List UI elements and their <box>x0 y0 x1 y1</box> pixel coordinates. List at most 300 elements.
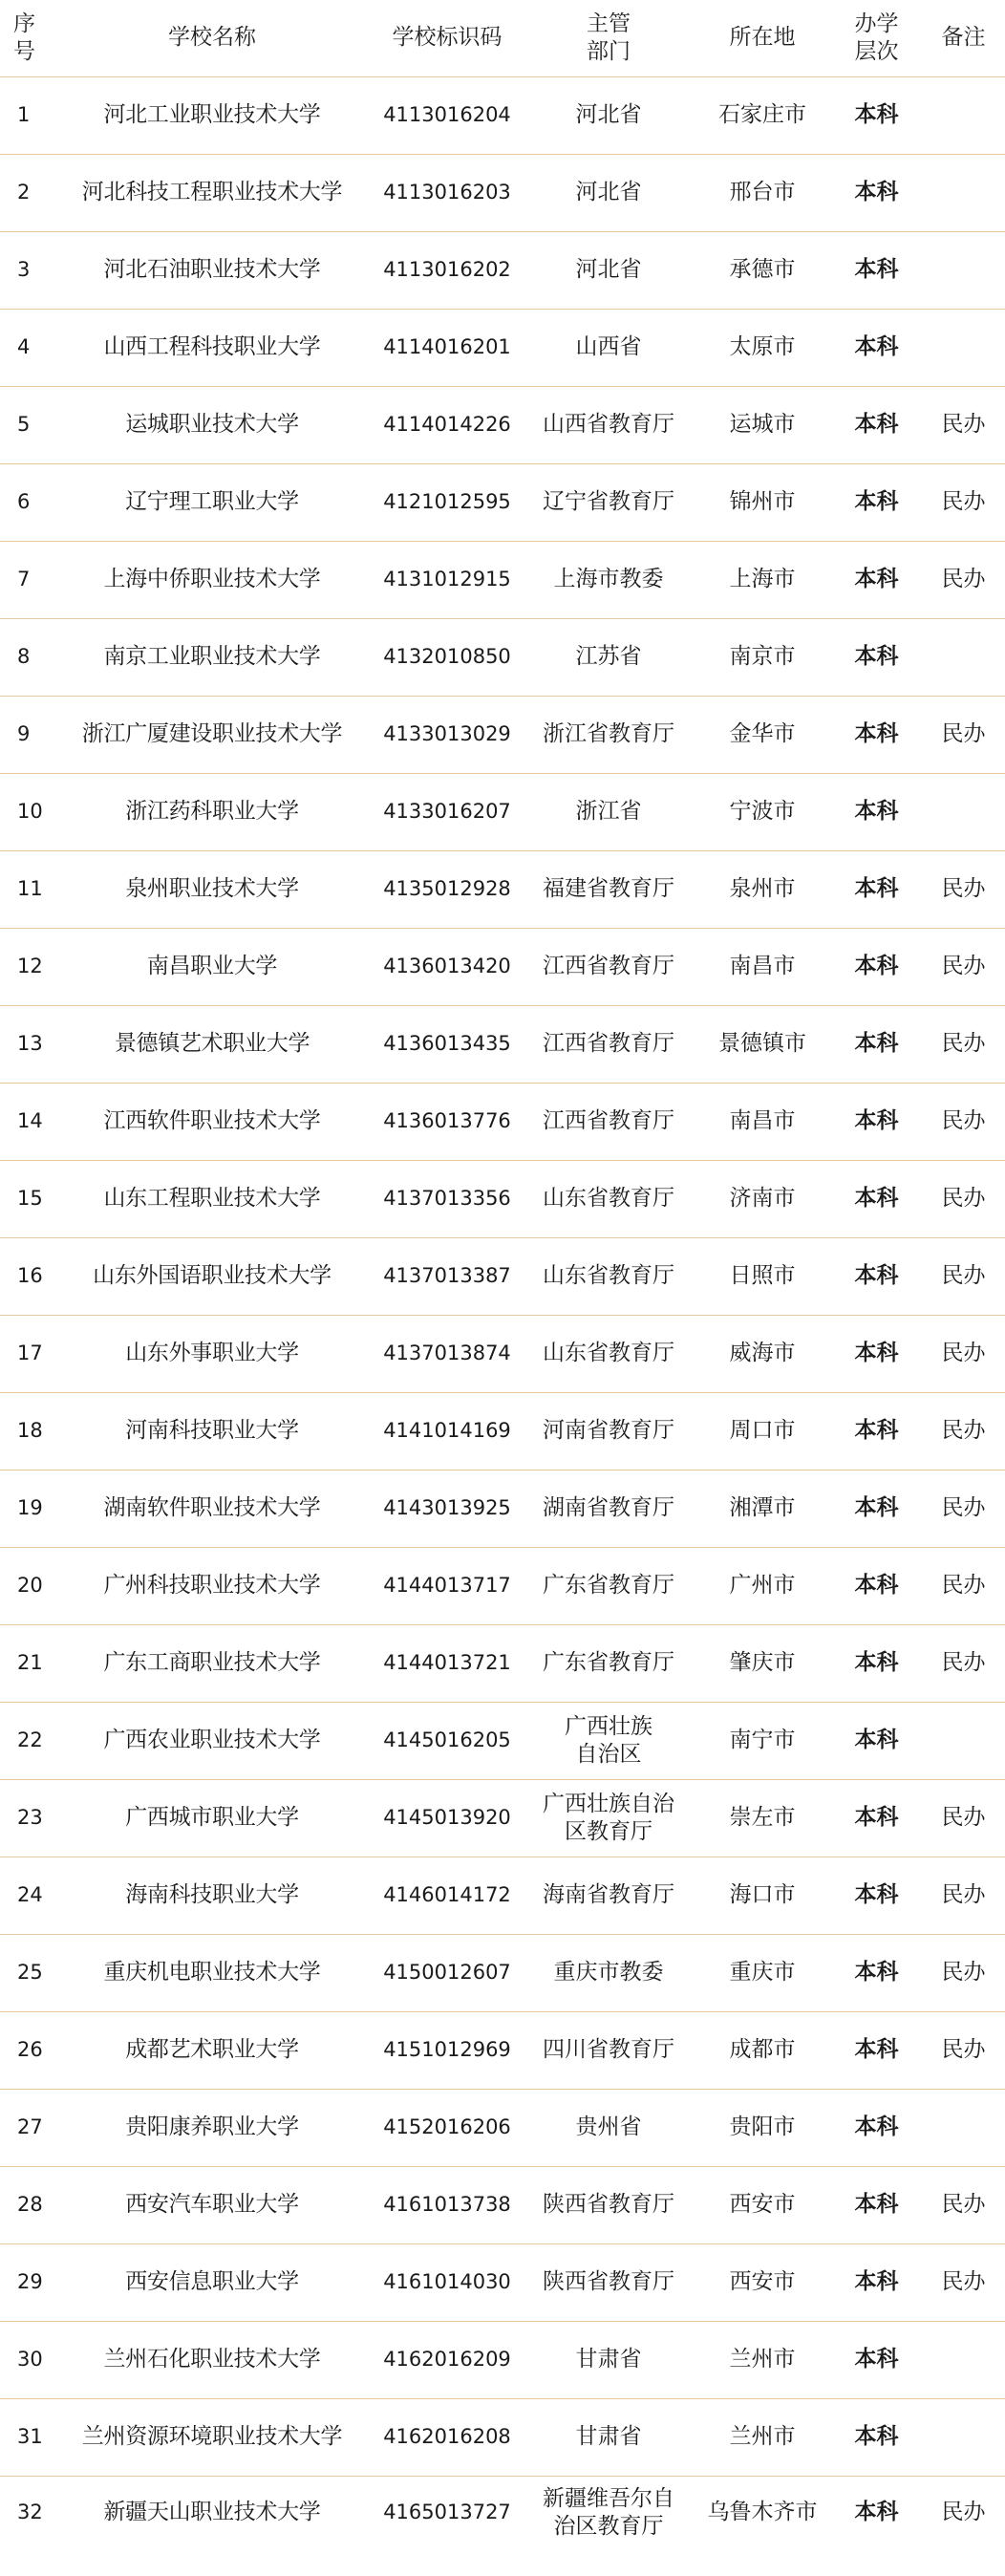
cell-index <box>0 1779 53 1857</box>
cell-department-text: 山东省教育厅 <box>543 1186 674 1211</box>
cell-school-code <box>371 1470 524 1547</box>
cell-index-text: 21 <box>17 1651 43 1674</box>
cell-level <box>831 2321 922 2398</box>
cell-index <box>0 2321 53 2398</box>
cell-school-name-text: 广西农业职业技术大学 <box>103 1728 321 1752</box>
cell-school-code-text: 4132010850 <box>383 645 511 668</box>
cell-note <box>922 1005 1005 1083</box>
cell-department <box>524 2398 694 2476</box>
cell-location <box>694 1547 831 1624</box>
cell-level <box>831 1083 922 1160</box>
cell-school-name <box>53 1005 371 1083</box>
cell-index-text: 24 <box>17 1883 43 1906</box>
cell-school-name-text: 浙江广厦建设职业技术大学 <box>81 721 343 746</box>
cell-school-name-text: 河北工业职业技术大学 <box>103 102 321 127</box>
cell-index-text: 27 <box>17 2115 43 2138</box>
cell-department-text: 四川省教育厅 <box>543 2037 674 2062</box>
table-row <box>0 850 1005 928</box>
cell-index-text: 6 <box>17 490 31 513</box>
cell-index-text: 9 <box>17 722 31 745</box>
cell-index <box>0 309 53 386</box>
cell-school-name <box>53 1934 371 2011</box>
cell-level <box>831 2089 922 2166</box>
cell-level-text: 本科 <box>854 1108 899 1133</box>
cell-department <box>524 463 694 541</box>
cell-department-text: 浙江省教育厅 <box>543 721 674 746</box>
cell-index-text: 4 <box>17 335 31 358</box>
cell-note-text: 民办 <box>941 1495 986 1520</box>
cell-school-name <box>53 618 371 696</box>
header-department <box>524 0 694 76</box>
cell-department <box>524 76 694 154</box>
cell-department-text: 河北省 <box>575 180 642 204</box>
cell-department-text: 福建省教育厅 <box>543 876 674 901</box>
cell-school-code-text: 4162016209 <box>383 2348 511 2371</box>
table-row <box>0 1005 1005 1083</box>
cell-level-text: 本科 <box>854 1186 899 1211</box>
cell-level <box>831 1624 922 1702</box>
cell-school-code-text: 4143013925 <box>383 1496 511 1519</box>
cell-index-text: 3 <box>17 258 31 281</box>
cell-location <box>694 1624 831 1702</box>
cell-school-name <box>53 773 371 850</box>
cell-department <box>524 1083 694 1160</box>
cell-location <box>694 2089 831 2166</box>
cell-school-code-text: 4131012915 <box>383 568 511 590</box>
cell-school-code <box>371 1624 524 1702</box>
table-row <box>0 2089 1005 2166</box>
cell-department <box>524 386 694 463</box>
cell-school-name <box>53 154 371 231</box>
cell-school-code-text: 4137013874 <box>383 1342 511 1364</box>
cell-level <box>831 1005 922 1083</box>
cell-note-text: 民办 <box>941 1108 986 1133</box>
table-row <box>0 1160 1005 1237</box>
cell-index-text: 32 <box>17 2501 43 2524</box>
cell-school-code <box>371 541 524 618</box>
cell-index-text: 29 <box>17 2270 43 2293</box>
cell-level-text: 本科 <box>854 2269 899 2294</box>
cell-note-text: 民办 <box>941 721 986 746</box>
cell-note <box>922 928 1005 1005</box>
cell-department-text: 河南省教育厅 <box>543 1418 674 1443</box>
cell-level-text: 本科 <box>854 567 899 591</box>
cell-level-text: 本科 <box>854 1728 899 1752</box>
cell-index-text: 17 <box>17 1342 43 1364</box>
cell-school-name <box>53 850 371 928</box>
cell-location-text: 金华市 <box>729 721 796 746</box>
cell-school-name <box>53 2089 371 2166</box>
cell-department <box>524 2089 694 2166</box>
cell-school-code <box>371 1779 524 1857</box>
cell-school-name <box>53 231 371 309</box>
cell-index-text: 30 <box>17 2348 43 2371</box>
cell-level <box>831 773 922 850</box>
cell-school-code-text: 4113016202 <box>383 258 511 281</box>
cell-location <box>694 2243 831 2321</box>
cell-location-text: 运城市 <box>729 412 796 437</box>
cell-location <box>694 850 831 928</box>
cell-department <box>524 154 694 231</box>
cell-school-code <box>371 850 524 928</box>
cell-note <box>922 1702 1005 1779</box>
cell-location-text: 承德市 <box>729 257 796 282</box>
cell-note <box>922 1857 1005 1934</box>
cell-school-name <box>53 386 371 463</box>
cell-school-name-text: 海南科技职业大学 <box>125 1882 299 1907</box>
header-level <box>831 0 922 76</box>
cell-level <box>831 463 922 541</box>
cell-index <box>0 1470 53 1547</box>
cell-index <box>0 850 53 928</box>
cell-note <box>922 1237 1005 1315</box>
header-school-name-label: 学校名称 <box>168 25 256 51</box>
cell-school-code <box>371 231 524 309</box>
cell-index <box>0 1237 53 1315</box>
cell-location <box>694 2011 831 2089</box>
cell-index-text: 5 <box>17 413 31 436</box>
cell-school-code-text: 4150012607 <box>383 1961 511 1984</box>
cell-level-text: 本科 <box>854 1960 899 1985</box>
cell-location <box>694 1934 831 2011</box>
cell-note <box>922 1470 1005 1547</box>
cell-note-text: 民办 <box>941 1805 986 1830</box>
cell-level <box>831 154 922 231</box>
cell-note-text: 民办 <box>941 2192 986 2217</box>
cell-level-text: 本科 <box>854 1418 899 1443</box>
cell-school-code-text: 4114016201 <box>383 335 511 358</box>
table-row <box>0 928 1005 1005</box>
cell-note <box>922 2321 1005 2398</box>
cell-department-text: 湖南省教育厅 <box>543 1495 674 1520</box>
cell-department-text: 重庆市教委 <box>553 1960 664 1985</box>
cell-school-code-text: 4141014169 <box>383 1419 511 1442</box>
cell-note <box>922 463 1005 541</box>
cell-location-text: 西安市 <box>729 2269 796 2294</box>
table-row <box>0 2476 1005 2549</box>
cell-department-text: 上海市教委 <box>553 567 664 591</box>
cell-level-text: 本科 <box>854 334 899 359</box>
cell-school-name <box>53 1470 371 1547</box>
cell-note-text: 民办 <box>941 1186 986 1211</box>
table-row <box>0 1702 1005 1779</box>
cell-school-name-text: 河南科技职业大学 <box>125 1418 299 1443</box>
header-school-code <box>371 0 524 76</box>
cell-index <box>0 2166 53 2243</box>
cell-school-code-text: 4144013717 <box>383 1574 511 1597</box>
cell-school-code <box>371 1934 524 2011</box>
cell-level <box>831 1237 922 1315</box>
cell-level <box>831 231 922 309</box>
cell-school-code <box>371 2166 524 2243</box>
cell-school-code <box>371 1237 524 1315</box>
cell-school-name <box>53 1702 371 1779</box>
cell-location-text: 重庆市 <box>729 1960 796 1985</box>
cell-department <box>524 231 694 309</box>
cell-level <box>831 696 922 773</box>
cell-department <box>524 773 694 850</box>
cell-school-code <box>371 154 524 231</box>
cell-department-text: 新疆维吾尔自 治区教育厅 <box>543 2485 674 2539</box>
cell-school-name-text: 上海中侨职业技术大学 <box>103 567 321 591</box>
cell-department-text: 广东省教育厅 <box>543 1573 674 1598</box>
cell-school-name-text: 运城职业技术大学 <box>125 412 299 437</box>
cell-school-code <box>371 618 524 696</box>
cell-location-text: 兰州市 <box>729 2424 796 2449</box>
cell-level-text: 本科 <box>854 644 899 669</box>
cell-location-text: 南昌市 <box>729 1108 796 1133</box>
cell-school-code-text: 4165013727 <box>383 2501 511 2524</box>
cell-level <box>831 2398 922 2476</box>
cell-level <box>831 1470 922 1547</box>
cell-note <box>922 541 1005 618</box>
cell-level-text: 本科 <box>854 954 899 978</box>
cell-school-code <box>371 1857 524 1934</box>
cell-note <box>922 1624 1005 1702</box>
cell-level-text: 本科 <box>854 1573 899 1598</box>
cell-school-code-text: 4137013387 <box>383 1264 511 1287</box>
cell-index-text: 15 <box>17 1187 43 1210</box>
cell-school-name <box>53 1160 371 1237</box>
cell-location <box>694 1779 831 1857</box>
cell-department <box>524 618 694 696</box>
cell-department <box>524 309 694 386</box>
cell-location-text: 济南市 <box>729 1186 796 1211</box>
cell-location-text: 兰州市 <box>729 2347 796 2372</box>
cell-school-code <box>371 2476 524 2549</box>
cell-location <box>694 1702 831 1779</box>
header-note <box>922 0 1005 76</box>
cell-school-name-text: 广东工商职业技术大学 <box>103 1650 321 1675</box>
cell-index-text: 1 <box>17 103 31 126</box>
cell-note <box>922 696 1005 773</box>
cell-department-text: 河北省 <box>575 257 642 282</box>
cell-location <box>694 541 831 618</box>
cell-location <box>694 928 831 1005</box>
table-row <box>0 1934 1005 2011</box>
cell-school-code-text: 4161014030 <box>383 2270 511 2293</box>
cell-department-text: 江西省教育厅 <box>543 1108 674 1133</box>
header-index-label: 序 号 <box>13 11 35 64</box>
cell-school-code-text: 4145016205 <box>383 1728 511 1751</box>
cell-level-text: 本科 <box>854 1031 899 1056</box>
cell-school-name <box>53 76 371 154</box>
table-row <box>0 2321 1005 2398</box>
cell-department <box>524 1624 694 1702</box>
cell-location <box>694 386 831 463</box>
cell-department <box>524 850 694 928</box>
cell-department-text: 山西省教育厅 <box>543 412 674 437</box>
cell-school-name <box>53 2243 371 2321</box>
cell-location-text: 湘潭市 <box>729 1495 796 1520</box>
cell-level <box>831 309 922 386</box>
cell-note <box>922 618 1005 696</box>
cell-school-code-text: 4145013920 <box>383 1806 511 1829</box>
cell-school-name-text: 山东工程职业技术大学 <box>103 1186 321 1211</box>
cell-location-text: 威海市 <box>729 1341 796 1365</box>
table-row <box>0 231 1005 309</box>
cell-school-name <box>53 1392 371 1470</box>
cell-department <box>524 696 694 773</box>
cell-department-text: 广东省教育厅 <box>543 1650 674 1675</box>
cell-school-code-text: 4152016206 <box>383 2115 511 2138</box>
cell-school-code-text: 4121012595 <box>383 490 511 513</box>
cell-index <box>0 2011 53 2089</box>
cell-level <box>831 76 922 154</box>
cell-school-name-text: 山东外事职业大学 <box>125 1341 299 1365</box>
cell-level-text: 本科 <box>854 1882 899 1907</box>
cell-school-name <box>53 1779 371 1857</box>
cell-index-text: 18 <box>17 1419 43 1442</box>
cell-department-text: 山东省教育厅 <box>543 1341 674 1365</box>
cell-index-text: 14 <box>17 1109 43 1132</box>
cell-level-text: 本科 <box>854 2114 899 2139</box>
cell-location-text: 贵阳市 <box>729 2114 796 2139</box>
cell-location <box>694 231 831 309</box>
cell-department-text: 广西壮族自治 区教育厅 <box>543 1791 674 1844</box>
cell-school-code <box>371 1392 524 1470</box>
cell-school-code <box>371 773 524 850</box>
cell-school-code-text: 4137013356 <box>383 1187 511 1210</box>
header-level-label: 办学 层次 <box>854 11 899 64</box>
cell-school-code <box>371 76 524 154</box>
cell-index <box>0 1315 53 1392</box>
cell-note <box>922 1315 1005 1392</box>
cell-school-code-text: 4133016207 <box>383 800 511 823</box>
cell-index-text: 2 <box>17 181 31 204</box>
cell-location <box>694 2476 831 2549</box>
cell-index-text: 26 <box>17 2038 43 2061</box>
cell-note-text: 民办 <box>941 412 986 437</box>
cell-note <box>922 1779 1005 1857</box>
cell-note-text: 民办 <box>941 1341 986 1365</box>
cell-department <box>524 1392 694 1470</box>
cell-location-text: 海口市 <box>729 1882 796 1907</box>
table-row <box>0 1547 1005 1624</box>
cell-level-text: 本科 <box>854 1263 899 1288</box>
cell-level <box>831 928 922 1005</box>
cell-department-text: 浙江省 <box>575 799 642 824</box>
table-row <box>0 1470 1005 1547</box>
cell-department-text: 山东省教育厅 <box>543 1263 674 1288</box>
cell-note <box>922 1934 1005 2011</box>
table-header-row <box>0 0 1005 76</box>
cell-note <box>922 76 1005 154</box>
table-row <box>0 463 1005 541</box>
cell-school-code <box>371 1005 524 1083</box>
header-school-name <box>53 0 371 76</box>
cell-location-text: 西安市 <box>729 2192 796 2217</box>
cell-level-text: 本科 <box>854 1650 899 1675</box>
cell-department <box>524 1005 694 1083</box>
cell-level <box>831 2243 922 2321</box>
cell-index-text: 8 <box>17 645 31 668</box>
cell-note <box>922 309 1005 386</box>
cell-note-text: 民办 <box>941 954 986 978</box>
cell-note <box>922 231 1005 309</box>
cell-index <box>0 773 53 850</box>
cell-location <box>694 696 831 773</box>
cell-department-text: 辽宁省教育厅 <box>543 489 674 514</box>
cell-school-code-text: 4114014226 <box>383 413 511 436</box>
cell-index <box>0 928 53 1005</box>
cell-location <box>694 76 831 154</box>
cell-school-name <box>53 541 371 618</box>
cell-note <box>922 2398 1005 2476</box>
cell-school-code <box>371 309 524 386</box>
cell-index <box>0 1005 53 1083</box>
cell-department-text: 广西壮族 自治区 <box>565 1713 652 1767</box>
cell-school-name <box>53 1857 371 1934</box>
cell-note <box>922 154 1005 231</box>
cell-location-text: 日照市 <box>729 1263 796 1288</box>
cell-location <box>694 1392 831 1470</box>
cell-school-name-text: 江西软件职业技术大学 <box>103 1108 321 1133</box>
table-row <box>0 76 1005 154</box>
cell-note <box>922 2243 1005 2321</box>
table-row <box>0 1392 1005 1470</box>
table-row <box>0 1624 1005 1702</box>
header-school-code-label: 学校标识码 <box>392 25 502 51</box>
cell-school-code-text: 4133013029 <box>383 722 511 745</box>
cell-school-name-text: 河北石油职业技术大学 <box>103 257 321 282</box>
cell-note <box>922 2476 1005 2549</box>
cell-school-name <box>53 309 371 386</box>
cell-location-text: 乌鲁木齐市 <box>707 2500 818 2525</box>
cell-note-text: 民办 <box>941 1418 986 1443</box>
cell-department-text: 贵州省 <box>575 2114 642 2139</box>
cell-location <box>694 773 831 850</box>
cell-note-text: 民办 <box>941 1573 986 1598</box>
cell-level-text: 本科 <box>854 412 899 437</box>
cell-department <box>524 1934 694 2011</box>
cell-location-text: 锦州市 <box>729 489 796 514</box>
cell-note <box>922 1547 1005 1624</box>
cell-index-text: 28 <box>17 2193 43 2216</box>
cell-school-name <box>53 696 371 773</box>
cell-school-name-text: 山东外国语职业技术大学 <box>93 1263 331 1288</box>
cell-department-text: 海南省教育厅 <box>543 1882 674 1907</box>
cell-level-text: 本科 <box>854 180 899 204</box>
cell-level-text: 本科 <box>854 2037 899 2062</box>
cell-school-code-text: 4113016203 <box>383 181 511 204</box>
cell-school-name <box>53 463 371 541</box>
cell-school-code-text: 4162016208 <box>383 2425 511 2448</box>
cell-department-text: 陕西省教育厅 <box>543 2192 674 2217</box>
cell-school-code <box>371 1083 524 1160</box>
cell-department <box>524 2243 694 2321</box>
cell-level <box>831 386 922 463</box>
cell-school-code <box>371 2089 524 2166</box>
cell-note <box>922 386 1005 463</box>
cell-index-text: 19 <box>17 1496 43 1519</box>
cell-school-name-text: 南昌职业大学 <box>146 954 278 978</box>
cell-department <box>524 2476 694 2549</box>
cell-note <box>922 850 1005 928</box>
cell-index <box>0 1392 53 1470</box>
table-row <box>0 1237 1005 1315</box>
cell-school-name-text: 兰州石化职业技术大学 <box>103 2347 321 2372</box>
cell-index-text: 11 <box>17 877 43 900</box>
cell-department-text: 甘肃省 <box>575 2347 642 2372</box>
cell-index <box>0 154 53 231</box>
cell-index <box>0 2398 53 2476</box>
cell-school-name <box>53 928 371 1005</box>
cell-note <box>922 2089 1005 2166</box>
cell-location <box>694 1857 831 1934</box>
cell-school-name <box>53 2398 371 2476</box>
cell-note <box>922 2011 1005 2089</box>
